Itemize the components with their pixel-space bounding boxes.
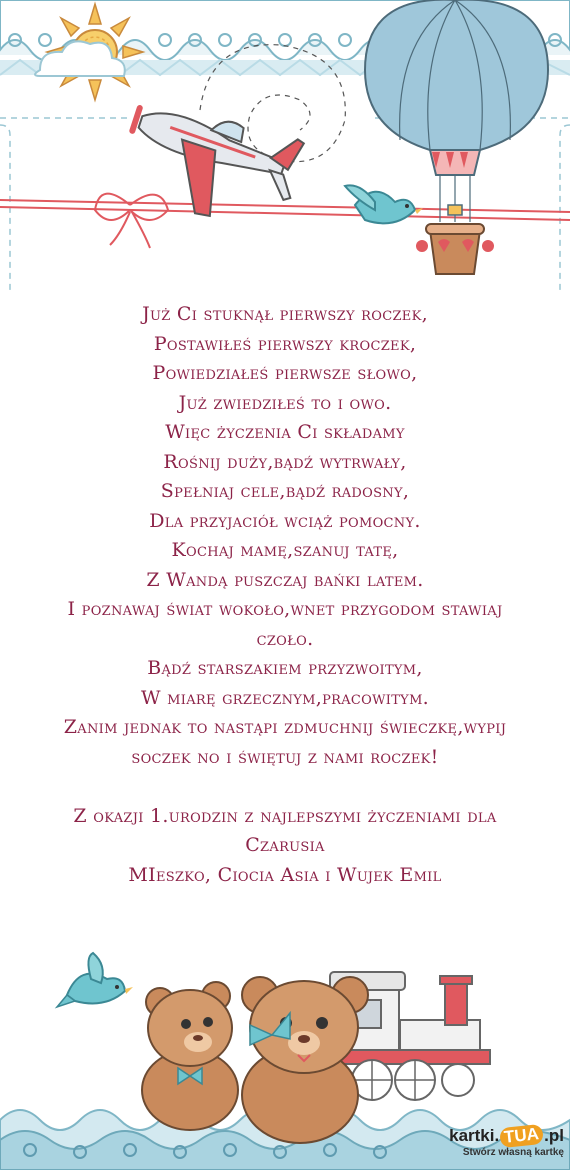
poem-line: Już zwiedziłeś to i owo. xyxy=(178,391,392,414)
logo-tagline: Stwórz własną kartkę xyxy=(462,1147,564,1158)
blank-line xyxy=(20,772,550,802)
hot-air-balloon-icon xyxy=(365,0,548,274)
poem-line: Rośnij duży,bądź wytrwały, xyxy=(163,450,407,473)
poem-line: Dla przyjaciół wciąż pomocny. xyxy=(149,509,421,532)
dedication-line: Z okazji 1.urodzin z najlepszymi życzeniami dla xyxy=(73,804,497,827)
logo-brand-prefix: kartki. xyxy=(449,1126,500,1145)
poem-line: Postawiłeś pierwszy kroczek, xyxy=(153,332,417,355)
poem-line: Więc życzenia Ci składamy xyxy=(165,421,405,443)
ribbon-string xyxy=(0,194,570,248)
logo-brand xyxy=(444,1126,564,1146)
bird-icon xyxy=(57,953,133,1007)
signature-line: MIeszko, Ciocia Asia i Wujek Emil xyxy=(128,863,442,886)
poem-line: W miarę grzecznym,pracowitym. xyxy=(140,686,430,709)
poem-line: Powiedziałeś pierwsze słowo, xyxy=(152,362,418,384)
poem-line: Już Ci stuknął pierwszy roczek, xyxy=(142,303,428,325)
poem-line: Z Wandą puszczaj bańki latem. xyxy=(146,568,424,591)
kartki-logo[interactable] xyxy=(444,1126,564,1166)
logo-brand-suffix: .pl xyxy=(544,1126,564,1145)
poem-line: Bądź starszakiem przyzwoitym, xyxy=(147,657,423,679)
poem-line: soczek no i świętuj z nami roczek! xyxy=(131,745,439,768)
dedication-line: Czarusia xyxy=(245,834,325,856)
poem-line: I poznawaj świat wokoło,wnet przygodom stawiaj xyxy=(67,598,503,620)
teddy-bear-icon xyxy=(142,982,238,1130)
bird-icon xyxy=(345,185,423,223)
greeting-text xyxy=(20,300,550,890)
top-decoration xyxy=(0,0,570,290)
poem-line: Kochaj mamę,szanuj tatę, xyxy=(171,539,399,561)
poem-line: czoło. xyxy=(256,627,314,650)
poem-line: Zanim jednak to nastąpi zdmuchnij świeczkę,wypij xyxy=(63,716,507,738)
logo-badge: TUA xyxy=(499,1124,544,1148)
poem-line: Spełniaj cele,bądź radosny, xyxy=(160,480,410,502)
